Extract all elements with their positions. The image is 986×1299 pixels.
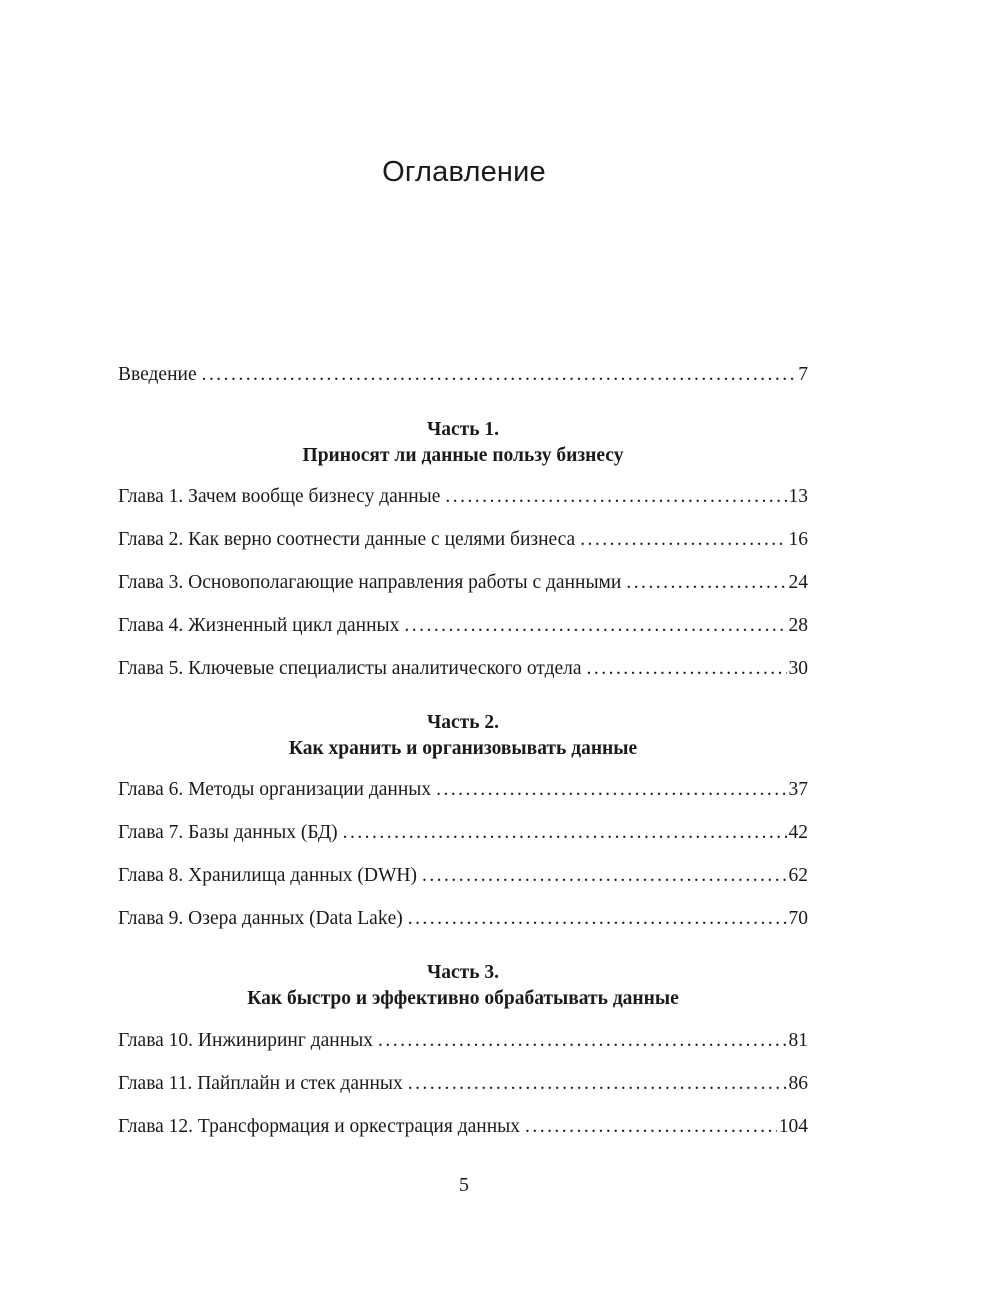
part-1-heading: Часть 1. bbox=[426, 419, 500, 440]
toc-entry-label: Глава 7. Базы данных (БД) bbox=[118, 822, 338, 843]
part-1-subtitle: Приносят ли данные пользу бизнесу bbox=[302, 445, 624, 466]
toc-entry-page: 104 bbox=[778, 1116, 808, 1137]
toc-entry-page: 28 bbox=[788, 615, 808, 636]
dot-leader bbox=[378, 1028, 786, 1054]
toc-entry-page: 37 bbox=[788, 779, 808, 800]
toc-entry-chapter-5[interactable] bbox=[118, 656, 808, 682]
part-2-heading: Часть 2. bbox=[426, 712, 500, 733]
toc-entry-chapter-2[interactable] bbox=[118, 527, 808, 553]
toc-entry-page: 42 bbox=[788, 822, 808, 843]
dot-leader bbox=[587, 656, 787, 682]
dot-leader bbox=[580, 527, 786, 553]
toc-entry-page: 62 bbox=[788, 865, 808, 886]
part-2-subtitle: Как хранить и организовывать данные bbox=[288, 738, 638, 759]
toc-entry-chapter-3[interactable] bbox=[118, 570, 808, 596]
dot-leader bbox=[525, 1114, 777, 1140]
toc-entry-label: Глава 4. Жизненный цикл данных bbox=[118, 615, 400, 636]
part-3-heading: Часть 3. bbox=[426, 962, 500, 983]
toc-entry-label: Глава 9. Озера данных (Data Lake) bbox=[118, 908, 403, 929]
toc-entry-chapter-9[interactable] bbox=[118, 906, 808, 932]
toc-entry-intro[interactable] bbox=[118, 362, 808, 388]
toc-entry-chapter-11[interactable] bbox=[118, 1071, 808, 1097]
dot-leader bbox=[408, 906, 787, 932]
toc-entry-chapter-6[interactable] bbox=[118, 777, 808, 803]
toc-entry-label: Глава 6. Методы организации данных bbox=[118, 779, 432, 800]
toc-entry-page: 81 bbox=[788, 1030, 808, 1051]
dot-leader bbox=[436, 777, 786, 803]
toc-entry-label: Введение bbox=[118, 364, 197, 385]
toc-entry-label: Глава 5. Ключевые специалисты аналитического отдела bbox=[118, 658, 582, 679]
toc-entry-page: 7 bbox=[798, 364, 808, 385]
dot-leader bbox=[422, 863, 787, 889]
dot-leader bbox=[408, 1071, 787, 1097]
toc-entry-label: Глава 12. Трансформация и оркестрация данных bbox=[118, 1116, 521, 1137]
toc-entry-label: Глава 8. Хранилища данных (DWH) bbox=[118, 865, 417, 886]
toc-entry-chapter-1[interactable] bbox=[118, 484, 808, 510]
page-number: 5 bbox=[459, 1174, 469, 1196]
toc-entry-label: Глава 10. Инжиниринг данных bbox=[118, 1030, 374, 1051]
toc-entry-chapter-7[interactable] bbox=[118, 820, 808, 846]
toc-entry-page: 13 bbox=[788, 486, 808, 507]
dot-leader bbox=[626, 570, 786, 596]
toc-entry-chapter-4[interactable] bbox=[118, 613, 808, 639]
toc-entry-label: Глава 11. Пайплайн и стек данных bbox=[118, 1073, 403, 1094]
toc-entry-chapter-10[interactable] bbox=[118, 1028, 808, 1054]
toc-entry-page: 86 bbox=[788, 1073, 808, 1094]
toc-entry-page: 16 bbox=[788, 529, 808, 550]
toc-entry-label: Глава 3. Основополагающие направления работы с данными bbox=[118, 572, 622, 593]
page-title: Оглавление bbox=[382, 156, 546, 188]
dot-leader bbox=[202, 362, 797, 388]
toc-entry-page: 30 bbox=[788, 658, 808, 679]
toc-entry-label: Глава 2. Как верно соотнести данные с целями бизнеса bbox=[118, 529, 576, 550]
dot-leader bbox=[343, 820, 787, 846]
dot-leader bbox=[404, 613, 786, 639]
part-3-subtitle: Как быстро и эффективно обрабатывать данные bbox=[247, 988, 679, 1009]
toc-entry-label: Глава 1. Зачем вообще бизнесу данные bbox=[118, 486, 441, 507]
toc-entry-chapter-8[interactable] bbox=[118, 863, 808, 889]
toc-entry-chapter-12[interactable] bbox=[118, 1114, 808, 1140]
dot-leader bbox=[445, 484, 786, 510]
toc-entry-page: 70 bbox=[788, 908, 808, 929]
toc-entry-page: 24 bbox=[788, 572, 808, 593]
